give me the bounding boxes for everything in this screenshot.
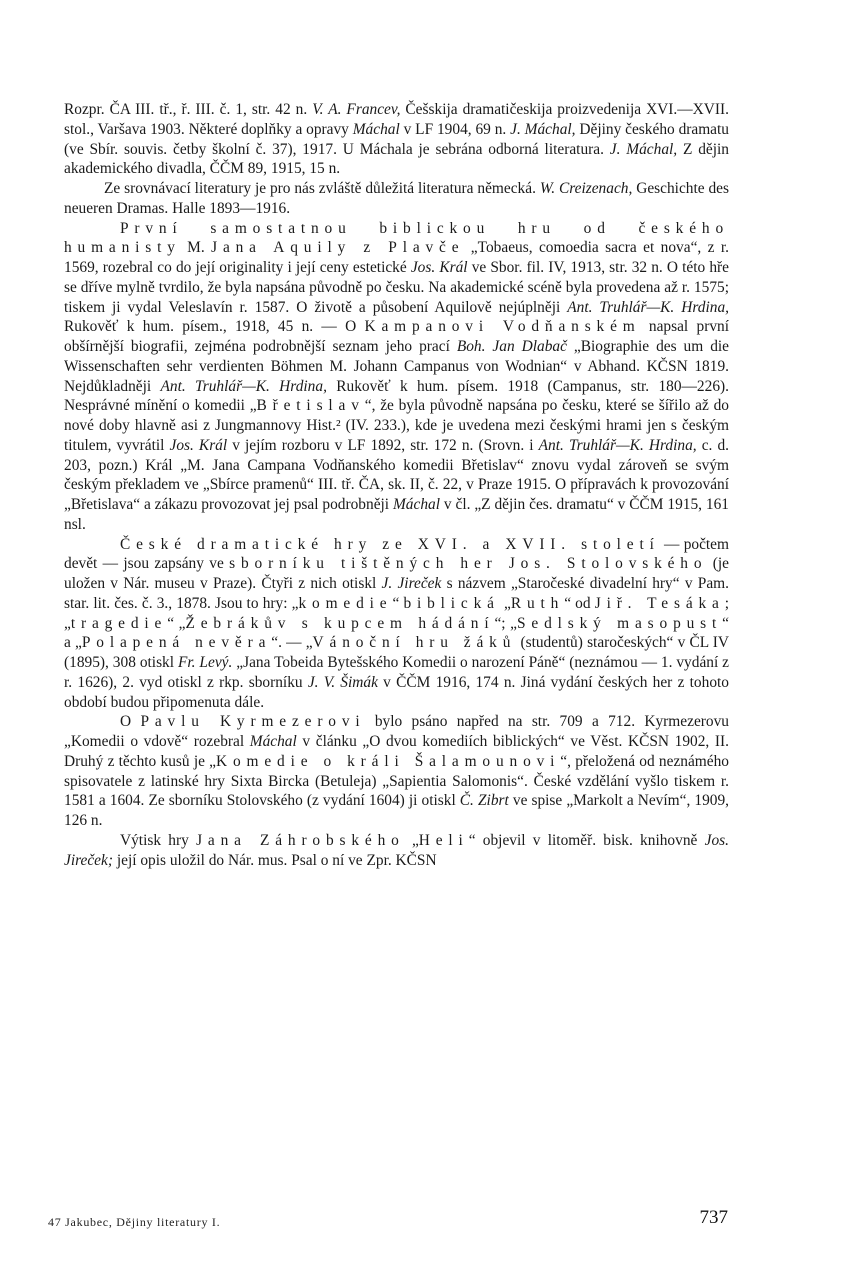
- text-run: “. — „: [271, 634, 313, 652]
- text-run: „Tobaeus, comoedia sacra et nova“, z r. 1569, rozebral co do její originality i její ceny estetické: [64, 239, 729, 276]
- author-name: Ant. Truhlář—K. Hrdina,: [567, 298, 730, 316]
- spaced-heading: První samostatnou biblickou hru od českého humanisty: [64, 219, 729, 257]
- spaced-title: Heli: [418, 831, 469, 849]
- spaced-title: Vánoční hru žáků: [312, 634, 517, 652]
- spaced-title: komedie: [298, 594, 393, 612]
- text-run: O: [120, 713, 141, 731]
- spaced-title: biblická: [403, 594, 500, 612]
- text-run: v jejím rozboru v LF 1892, str. 172 n. (Srovn. i: [227, 436, 539, 454]
- text-run: — počtem devět — jsou zapsány ve: [64, 535, 729, 573]
- text-run: „: [404, 831, 419, 849]
- text-run: ve spise „Markolt a Nevím“, 1909, 126 n.: [64, 792, 730, 829]
- spaced-name: Kampanovi Vodňanském: [364, 318, 641, 336]
- author-name: J. V. Šimák: [307, 673, 378, 691]
- author-name: Ant. Truhlář—K. Hrdina,: [538, 436, 697, 454]
- author-name: Ant. Truhlář—K. Hrdina,: [160, 377, 327, 395]
- text-run: “ a „: [64, 614, 729, 652]
- text-run: bylo psáno napřed na str. 709 a 712. Kyrmezerovu „Komedii o vdově“ rozebral: [64, 713, 729, 750]
- text-run: “: [392, 594, 404, 612]
- text-run: v článku „O dvou komediích biblických“ ve Věst. KČSN 1902, II. Druhý z těchto kusů je „: [64, 733, 729, 770]
- spaced-name: Jana Aquily z Plavče: [211, 239, 465, 257]
- paragraph-czech-plays: [64, 535, 729, 713]
- paragraph-zahrobsky: [64, 831, 729, 871]
- spaced-title: tragedie: [70, 614, 168, 632]
- text-run: “ od: [564, 594, 595, 612]
- text-run: M.: [180, 239, 212, 257]
- text-run: Ze srovnávací literatury je pro nás zvláště důležitá literatura německá.: [104, 180, 540, 197]
- text-run: ve Sbor. fil. IV, 1913, str. 32 n. O této hře se dříve mylně tvrdilo, že byla napsána původně po česku. Na akademické scéně byla provedena až r. 1575; tiskem ji vydal Veleslavín r. 1587. O životě a působení Aquilově nejúplněji: [64, 259, 729, 316]
- author-name: J. Máchal,: [510, 120, 576, 138]
- text-run: “ „: [167, 614, 186, 632]
- paragraph-bibliography-1: [64, 100, 729, 179]
- text-run: Rozpr. ČA III. tř., ř. III. č. 1, str. 42 n.: [64, 101, 313, 118]
- author-name: Fr. Levý.: [177, 654, 233, 671]
- text-run: „Biographie des um die Wissenschaften sehr verdienten Böhmen M. Johann Campanus von Wodnian“ v Abhand. KČSN 1819. Nejdůkladněji: [64, 338, 729, 395]
- text-run: Češskija dramatičeskija proizvedenija XVI.—XVII. stol., Varšava 1903. Některé doplňky a opravy: [64, 101, 729, 138]
- spaced-title: Polapená nevěra: [81, 634, 272, 652]
- text-run: c. d. 203, pozn.) Král „M. Jana Campana Vodňanského komedii Břetislav“ znovu vydal zároveň se svým českým překladem ve „Sbírce pramenů“ III. tř. ČA, sk. II, č. 22, v Praze 1915. O přípravách k provozování „Břetislava“ a zákazu provozovat jej psal podrobněji: [64, 436, 730, 513]
- text-run: Rukověť k hum. písem., 1918, 45 n. — O: [64, 318, 365, 336]
- spaced-name: Pavlu Kyrmezerovi: [140, 713, 366, 731]
- text-run: napsal první obšírnější biografii, zejména podrobnější seznam jeho prací: [64, 318, 729, 355]
- text-run: “, přeložená od neznámého spisovatele z latinské hry Sixta Bircka (Betuleja) „Sapientia Salomonis“. České vzdělání vyšlo tiskem r. 1581 a 1604. Ze sborníku Stolovského (z vydání 1604) ji otiskl: [64, 752, 729, 810]
- spaced-name: Jana Záhrobského: [196, 831, 405, 849]
- page-number: 737: [699, 1207, 728, 1228]
- text-run: Z dějin akademického divadla, ČČM 89, 1915, 15 n.: [64, 140, 729, 178]
- author-name: Jos. Král: [169, 436, 228, 454]
- printer-signature: 47 Jakubec, Dějiny literatury I.: [48, 1215, 221, 1229]
- text-run: v ČČM 1916, 174 n. Jiná vydání českých her z tohoto období budou připomenuta dále.: [64, 673, 729, 711]
- author-name: J. Máchal,: [609, 140, 678, 158]
- spaced-title: Ruth: [510, 594, 565, 612]
- text-run: Rukověť k hum. písem. 1918 (Campanus, str. 180—226). Nesprávné mínění o komedii „: [64, 377, 729, 415]
- paragraph-comparative-literature: [64, 179, 729, 219]
- text-run: její opis uložil do Nár. mus. Psal o ní ve Zpr. KČSN: [112, 851, 437, 869]
- author-name: Máchal: [392, 496, 440, 513]
- paragraph-kyrmezer: [64, 712, 729, 831]
- author-name: Máchal: [352, 120, 400, 138]
- text-run: „Jana Tobeida Bytešského Komedii o narození Páně“ (neznámou — 1. vydání z r. 1626), 2. vyd otiskl z rkp. sborníku: [64, 654, 730, 691]
- author-name: Jos. Král: [410, 259, 468, 276]
- author-name: Máchal: [249, 733, 297, 750]
- text-run: Výtisk hry: [120, 831, 197, 849]
- spaced-heading: České dramatické hry ze XVI. a XVII. století: [120, 535, 660, 553]
- spaced-title: Komedie o králi Šalamounovi: [216, 752, 561, 770]
- text-run: ; „: [64, 594, 730, 632]
- text-run: “ objevil v litoměř. bisk. knihovně: [468, 831, 705, 849]
- author-name: W. Creizenach,: [539, 180, 633, 197]
- author-name: J. Jireček: [381, 575, 442, 592]
- text-run: (je uložen v Nár. museu v Praze). Čtyři z nich otiskl: [64, 555, 729, 592]
- text-run: „: [499, 594, 511, 612]
- text-run: (studentů) staročeských“ v ČL IV (1895), 308 otiskl: [64, 634, 729, 671]
- text-run: s názvem „Staročeské divadelní hry“ v Pam. star. lit. čes. č. 3., 1878. Jsou to hry: „: [64, 575, 729, 612]
- text-run: “; „: [494, 614, 518, 632]
- spaced-name: Jiř. Tesáka: [594, 594, 725, 612]
- text-run: v LF 1904, 69 n.: [399, 120, 511, 138]
- author-name: V. A. Francev,: [312, 101, 401, 118]
- page-footer: [48, 1207, 728, 1237]
- author-name: Boh. Jan Dlabač: [456, 338, 567, 355]
- author-name: Jos. Jireček;: [64, 831, 729, 869]
- spaced-title: Sedlský masopust: [517, 614, 723, 632]
- text-run: Geschichte des neueren Dramas. Halle 1893—1916.: [64, 180, 729, 217]
- spaced-title: Břetislav: [256, 397, 365, 415]
- text-run: “, že byla původně napsána po česku, které se šířilo až do nové doby hlavně asi z Jungmannovy Hist.² (IV. 233.), kde je uvedena mezi českými hrami jen s českým titulem, vyvrátil: [64, 397, 729, 454]
- spaced-title: Žebrákův s kupcem hádání: [185, 614, 495, 632]
- main-text: [64, 100, 729, 870]
- text-run: Dějiny českého dramatu (ve Sbír. souvis. četby školní č. 37), 1917. U Máchala je sebrána odborná literatura.: [64, 120, 729, 158]
- author-name: Č. Zibrt: [459, 792, 509, 810]
- paragraph-aquila-campanus: [64, 219, 729, 535]
- text-run: v čl. „Z dějin čes. dramatu“ v ČČM 1915, 161 nsl.: [64, 496, 730, 533]
- spaced-title: sborníku tištěných her Jos. Stolovského: [229, 555, 708, 573]
